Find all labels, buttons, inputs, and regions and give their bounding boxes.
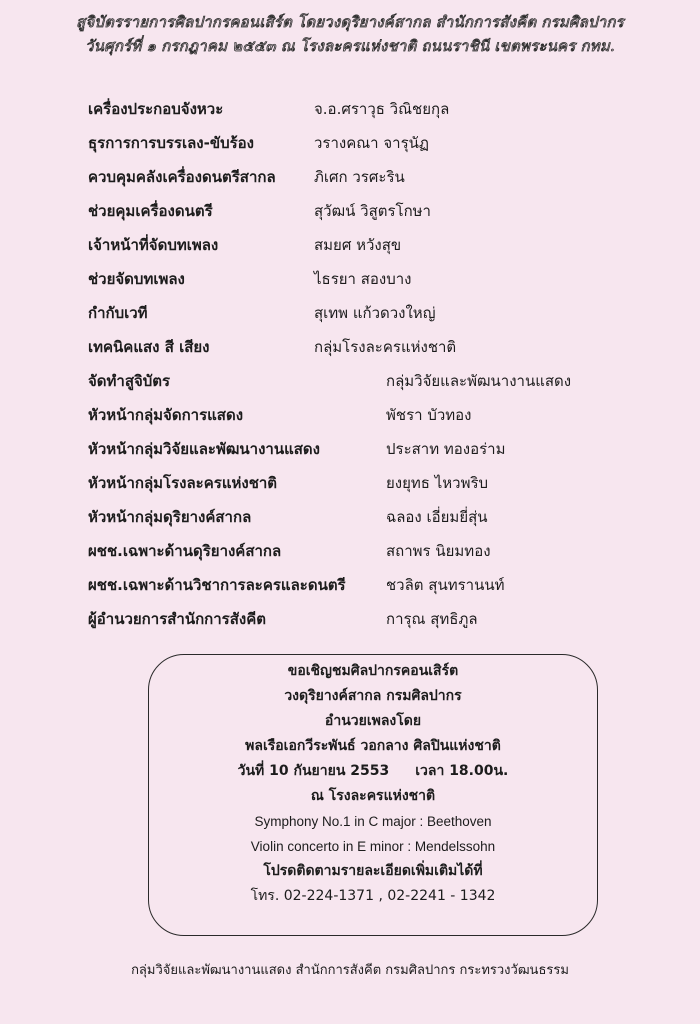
credit-name: ยงยุทธ ไหวพริบ bbox=[386, 474, 489, 492]
concert-announcement-box bbox=[148, 654, 598, 936]
concert-phone: โทร. 02-224-1371 , 02-2241 - 1342 bbox=[250, 888, 496, 904]
credit-name: ภิเศก วรศะริน bbox=[314, 168, 405, 186]
page-footer: กลุ่มวิจัยและพัฒนางานแสดง สำนักการสังคีต กรมศิลปากร กระทรวงวัฒนธรรม bbox=[131, 963, 569, 978]
concert-conductor: พลเรือเอกวีระพันธ์ วอกลาง ศิลปินแห่งชาติ bbox=[245, 738, 501, 754]
credit-name: สุวัฒน์ วิสูตรโกษา bbox=[314, 202, 431, 220]
credit-row bbox=[88, 92, 648, 126]
credit-role: หัวหน้ากลุ่มจัดการแสดง bbox=[88, 406, 244, 424]
credit-name: สมยศ หวังสุข bbox=[314, 236, 402, 254]
credit-role: ช่วยคุมเครื่องดนตรี bbox=[88, 202, 213, 220]
credit-name: การุณ สุทธิภูล bbox=[386, 610, 478, 628]
credit-role: ธุรการการบรรเลง-ขับร้อง bbox=[88, 134, 255, 152]
credit-row bbox=[88, 602, 648, 636]
credit-row bbox=[88, 534, 648, 568]
credit-row bbox=[88, 160, 648, 194]
credit-role: กำกับเวที bbox=[88, 304, 148, 322]
credit-name: ประสาท ทองอร่าม bbox=[386, 440, 506, 458]
credit-role: ผชช.เฉพาะด้านวิชาการละครและดนตรี bbox=[88, 576, 346, 594]
credit-row bbox=[88, 466, 648, 500]
credit-role: เครื่องประกอบจังหวะ bbox=[88, 100, 224, 118]
page-header bbox=[0, 10, 700, 58]
credit-name: พัชรา บัวทอง bbox=[386, 406, 472, 424]
concert-date: วันที่ 10 กันยายน 2553 bbox=[237, 763, 390, 779]
program-item: Symphony No.1 in C major : Beethoven bbox=[254, 814, 492, 829]
concert-time: เวลา 18.00น. bbox=[415, 763, 509, 779]
credit-row bbox=[88, 296, 648, 330]
credit-role: เจ้าหน้าที่จัดบทเพลง bbox=[88, 236, 219, 254]
concert-conducted-by: อำนวยเพลงโดย bbox=[324, 713, 422, 729]
credit-row bbox=[88, 500, 648, 534]
credit-role: หัวหน้ากลุ่มดุริยางค์สากล bbox=[88, 508, 252, 526]
credit-row bbox=[88, 330, 648, 364]
credit-name: กลุ่มโรงละครแห่งชาติ bbox=[314, 338, 457, 356]
credit-row bbox=[88, 228, 648, 262]
credit-role: หัวหน้ากลุ่มโรงละครแห่งชาติ bbox=[88, 474, 278, 492]
credit-role: เทคนิคแสง สี เสียง bbox=[88, 338, 210, 356]
credit-name: สถาพร นิยมทอง bbox=[386, 542, 491, 560]
credit-name: ฉลอง เอี่ยมยี่สุ่น bbox=[386, 508, 488, 526]
credit-name: วรางคณา จารุนัฏ bbox=[314, 134, 429, 152]
concert-follow-up: โปรดติดตามรายละเอียดเพิ่มเติมได้ที่ bbox=[263, 863, 483, 879]
credit-role: ควบคุมคลังเครื่องดนตรีสากล bbox=[88, 168, 276, 186]
credit-name: กลุ่มวิจัยและพัฒนางานแสดง bbox=[386, 372, 572, 390]
credit-row bbox=[88, 364, 648, 398]
credit-name: จ.อ.ศราวุธ วิณิชยกุล bbox=[314, 100, 450, 118]
credit-row bbox=[88, 262, 648, 296]
credits-list bbox=[88, 92, 648, 636]
credit-role: ผชช.เฉพาะด้านดุริยางค์สากล bbox=[88, 542, 282, 560]
credit-row bbox=[88, 568, 648, 602]
header-date-venue-line: วันศุกร์ที่ ๑ กรกฎาคม ๒๕๕๓ ณ โรงละครแห่งชาติ ถนนราชินี เขตพระนคร กทม. bbox=[85, 37, 615, 55]
credit-role: ช่วยจัดบทเพลง bbox=[88, 270, 185, 288]
credit-role: จัดทำสูจิบัตร bbox=[88, 372, 171, 390]
credit-name: ชวลิต สุนทรานนท์ bbox=[386, 576, 505, 594]
credit-row bbox=[88, 432, 648, 466]
program-item: Violin concerto in E minor : Mendelssohn bbox=[250, 839, 496, 854]
credit-name: ไธรยา สองบาง bbox=[314, 270, 412, 288]
concert-venue: ณ โรงละครแห่งชาติ bbox=[310, 788, 436, 804]
credit-role: ผู้อำนวยการสำนักการสังคีต bbox=[88, 610, 266, 628]
concert-datetime bbox=[149, 759, 597, 784]
credit-name: สุเทพ แก้วดวงใหญ่ bbox=[314, 304, 436, 322]
credit-role: หัวหน้ากลุ่มวิจัยและพัฒนางานแสดง bbox=[88, 440, 320, 458]
credit-row bbox=[88, 126, 648, 160]
concert-orchestra: วงดุริยางค์สากล กรมศิลปากร bbox=[284, 688, 462, 704]
credit-row bbox=[88, 398, 648, 432]
header-title-line: สูจิบัตรรายการศิลปากรคอนเสิร์ต โดยวงดุริยางค์สากล สำนักการสังคีต กรมศิลปากร bbox=[76, 13, 624, 31]
credit-row bbox=[88, 194, 648, 228]
concert-invite: ขอเชิญชมศิลปากรคอนเสิร์ต bbox=[287, 663, 459, 679]
